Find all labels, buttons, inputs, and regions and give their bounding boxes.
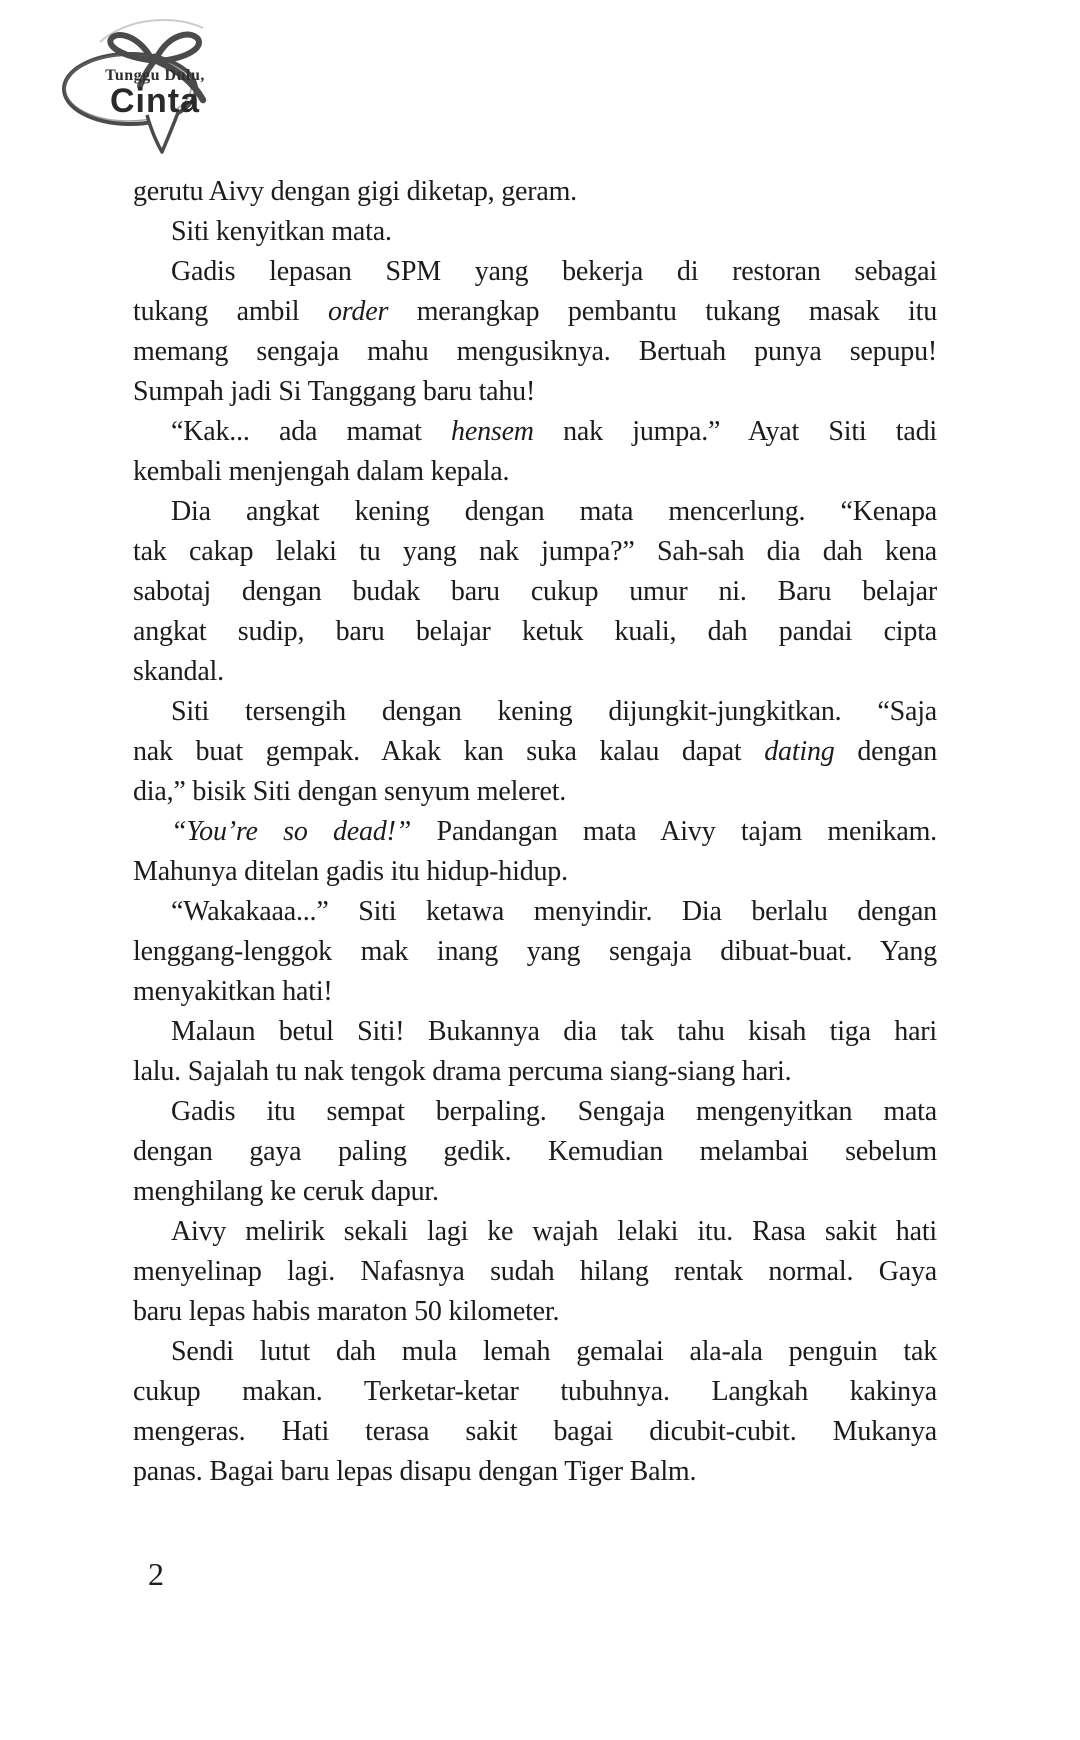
text-line [133, 172, 937, 212]
text-line [133, 892, 937, 932]
text-segment: menghilang ke ceruk dapur. [133, 1176, 439, 1207]
text-segment: “Kak... ada mamat [171, 416, 452, 447]
text-line [133, 1172, 937, 1212]
paragraph [133, 892, 937, 1012]
book-logo [55, 12, 305, 162]
logo-title-line2: Cinta [110, 82, 200, 120]
text-segment: angkat sudip, baru belajar ketuk kuali, dah pandai cipta [133, 616, 937, 647]
text-segment: tak cakap lelaki tu yang nak jumpa?” Sah-sah dia dah kena [133, 536, 937, 567]
text-line [133, 612, 937, 652]
text-line [133, 1332, 937, 1372]
paragraph [133, 252, 937, 412]
text-line [133, 412, 937, 452]
text-segment: Gadis itu sempat berpaling. Sengaja mengenyitkan mata [171, 1096, 937, 1127]
text-segment: Sendi lutut dah mula lemah gemalai ala-ala penguin tak [171, 1336, 937, 1367]
text-line [133, 1292, 937, 1332]
paragraph [133, 812, 937, 892]
paragraph [133, 692, 937, 812]
paragraph [133, 1012, 937, 1092]
text-segment: tukang ambil [133, 296, 328, 327]
text-segment: merangkap pembantu tukang masak itu [388, 296, 937, 327]
text-line [133, 332, 937, 372]
text-segment: gerutu Aivy dengan gigi diketap, geram. [133, 176, 577, 207]
text-line [133, 692, 937, 732]
text-segment: Malaun betul Siti! Bukannya dia tak tahu kisah tiga hari [171, 1016, 937, 1047]
text-segment: lenggang-lenggok mak inang yang sengaja dibuat-buat. Yang [133, 936, 937, 967]
text-segment: nak jumpa.” Ayat Siti tadi [533, 416, 937, 447]
text-segment: dia,” bisik Siti dengan senyum meleret. [133, 776, 567, 807]
text-line [133, 932, 937, 972]
paragraph [133, 1092, 937, 1212]
text-segment: sabotaj dengan budak baru cukup umur ni. Baru belajar [133, 576, 937, 607]
text-line [133, 572, 937, 612]
text-segment: Aivy melirik sekali lagi ke wajah lelaki itu. Rasa sakit hati [171, 1216, 937, 1247]
text-segment: Pandangan mata Aivy tajam menikam. [411, 816, 937, 847]
text-line [133, 252, 937, 292]
text-line [133, 1132, 937, 1172]
text-line [133, 852, 937, 892]
text-line [133, 1052, 937, 1092]
text-line [133, 212, 937, 252]
text-segment: menyakitkan hati! [133, 976, 333, 1007]
text-segment: nak buat gempak. Akak kan suka kalau dapat [133, 736, 765, 767]
text-line [133, 1252, 937, 1292]
text-segment: Siti tersengih dengan kening dijungkit-jungkitkan. “Saja [171, 696, 937, 727]
text-segment: mengeras. Hati terasa sakit bagai dicubit-cubit. Mukanya [133, 1416, 937, 1447]
italic-text: “You’re so dead!” [171, 816, 412, 847]
text-line [133, 1412, 937, 1452]
text-segment: dengan [834, 736, 937, 767]
text-segment: lalu. Sajalah tu nak tengok drama percuma siang-siang hari. [133, 1056, 792, 1087]
paragraph [133, 412, 937, 492]
page-body [133, 172, 937, 1492]
text-line [133, 972, 937, 1012]
text-line [133, 492, 937, 532]
paragraph [133, 1212, 937, 1332]
text-line [133, 732, 937, 772]
text-line [133, 452, 937, 492]
italic-text: hensem [451, 416, 534, 447]
text-line [133, 1212, 937, 1252]
text-segment: memang sengaja mahu mengusiknya. Bertuah punya sepupu! [133, 336, 937, 367]
paragraph [133, 492, 937, 692]
text-line [133, 1012, 937, 1052]
text-segment: cukup makan. Terketar-ketar tubuhnya. Langkah kakinya [133, 1376, 937, 1407]
text-line [133, 772, 937, 812]
text-segment: dengan gaya paling gedik. Kemudian melambai sebelum [133, 1136, 937, 1167]
text-line [133, 652, 937, 692]
text-line [133, 1452, 937, 1492]
text-line [133, 1092, 937, 1132]
text-segment: Dia angkat kening dengan mata mencerlung. “Kenapa [171, 496, 937, 527]
text-segment: “Wakakaaa...” Siti ketawa menyindir. Dia berlalu dengan [171, 896, 937, 927]
text-line [133, 372, 937, 412]
text-segment: kembali menjengah dalam kepala. [133, 456, 510, 487]
text-segment: panas. Bagai baru lepas disapu dengan Tiger Balm. [133, 1456, 697, 1487]
italic-text: order [327, 296, 389, 327]
text-segment: Mahunya ditelan gadis itu hidup-hidup. [133, 856, 568, 887]
text-segment: Siti kenyitkan mata. [171, 216, 392, 247]
text-line [133, 292, 937, 332]
paragraph [133, 212, 937, 252]
paragraph [133, 1332, 937, 1492]
text-segment: menyelinap lagi. Nafasnya sudah hilang rentak normal. Gaya [133, 1256, 937, 1287]
text-segment: baru lepas habis maraton 50 kilometer. [133, 1296, 560, 1327]
text-line [133, 532, 937, 572]
text-segment: skandal. [133, 656, 224, 687]
paragraph [133, 172, 937, 212]
page-number: 2 [148, 1556, 164, 1592]
text-line [133, 812, 937, 852]
italic-text: dating [764, 736, 835, 767]
text-segment: Sumpah jadi Si Tanggang baru tahu! [133, 376, 536, 407]
text-line [133, 1372, 937, 1412]
logo-title-line1: Tunggu Dulu, [105, 67, 205, 84]
text-segment: Gadis lepasan SPM yang bekerja di restoran sebagai [171, 256, 937, 287]
